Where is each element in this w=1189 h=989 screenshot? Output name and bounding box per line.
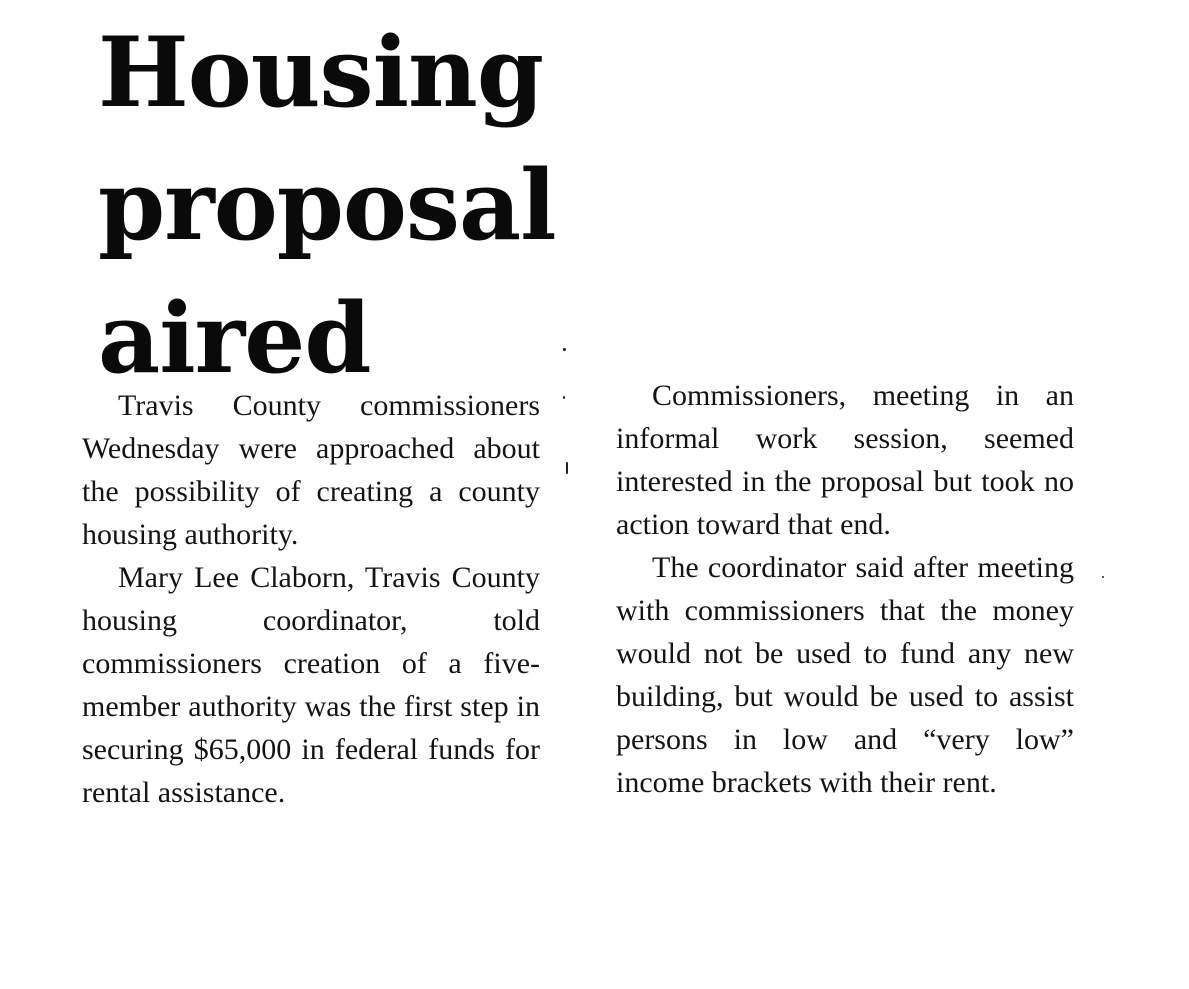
paragraph: The coordinator said after meeting with commissioners that the money would not be used to fund any new building, but would be used to assist persons in low and “very low” income brackets with their rent. (616, 551, 1074, 799)
headline (98, 6, 556, 405)
print-speck (563, 348, 566, 351)
paragraph: Commissioners, meeting in an informal work session, seemed interested in the proposal but took no action toward that end. (616, 379, 1074, 541)
print-speck (563, 396, 565, 399)
headline-line-1: Housing (98, 16, 543, 129)
article-column-right (616, 374, 1074, 804)
paragraph: Mary Lee Claborn, Travis County housing coordinator, told commissioners creation of a five-member authority was the first step in securing $65,000 in federal funds for rental assistance. (82, 561, 540, 809)
paragraph: Travis County commissioners Wednesday were approached about the possibility of creating a county housing authority. (82, 389, 540, 551)
headline-line-3: aired (98, 282, 371, 395)
print-speck (1102, 576, 1104, 578)
headline-line-2: proposal (98, 149, 556, 262)
article-column-left (82, 384, 540, 814)
print-speck (566, 462, 568, 474)
